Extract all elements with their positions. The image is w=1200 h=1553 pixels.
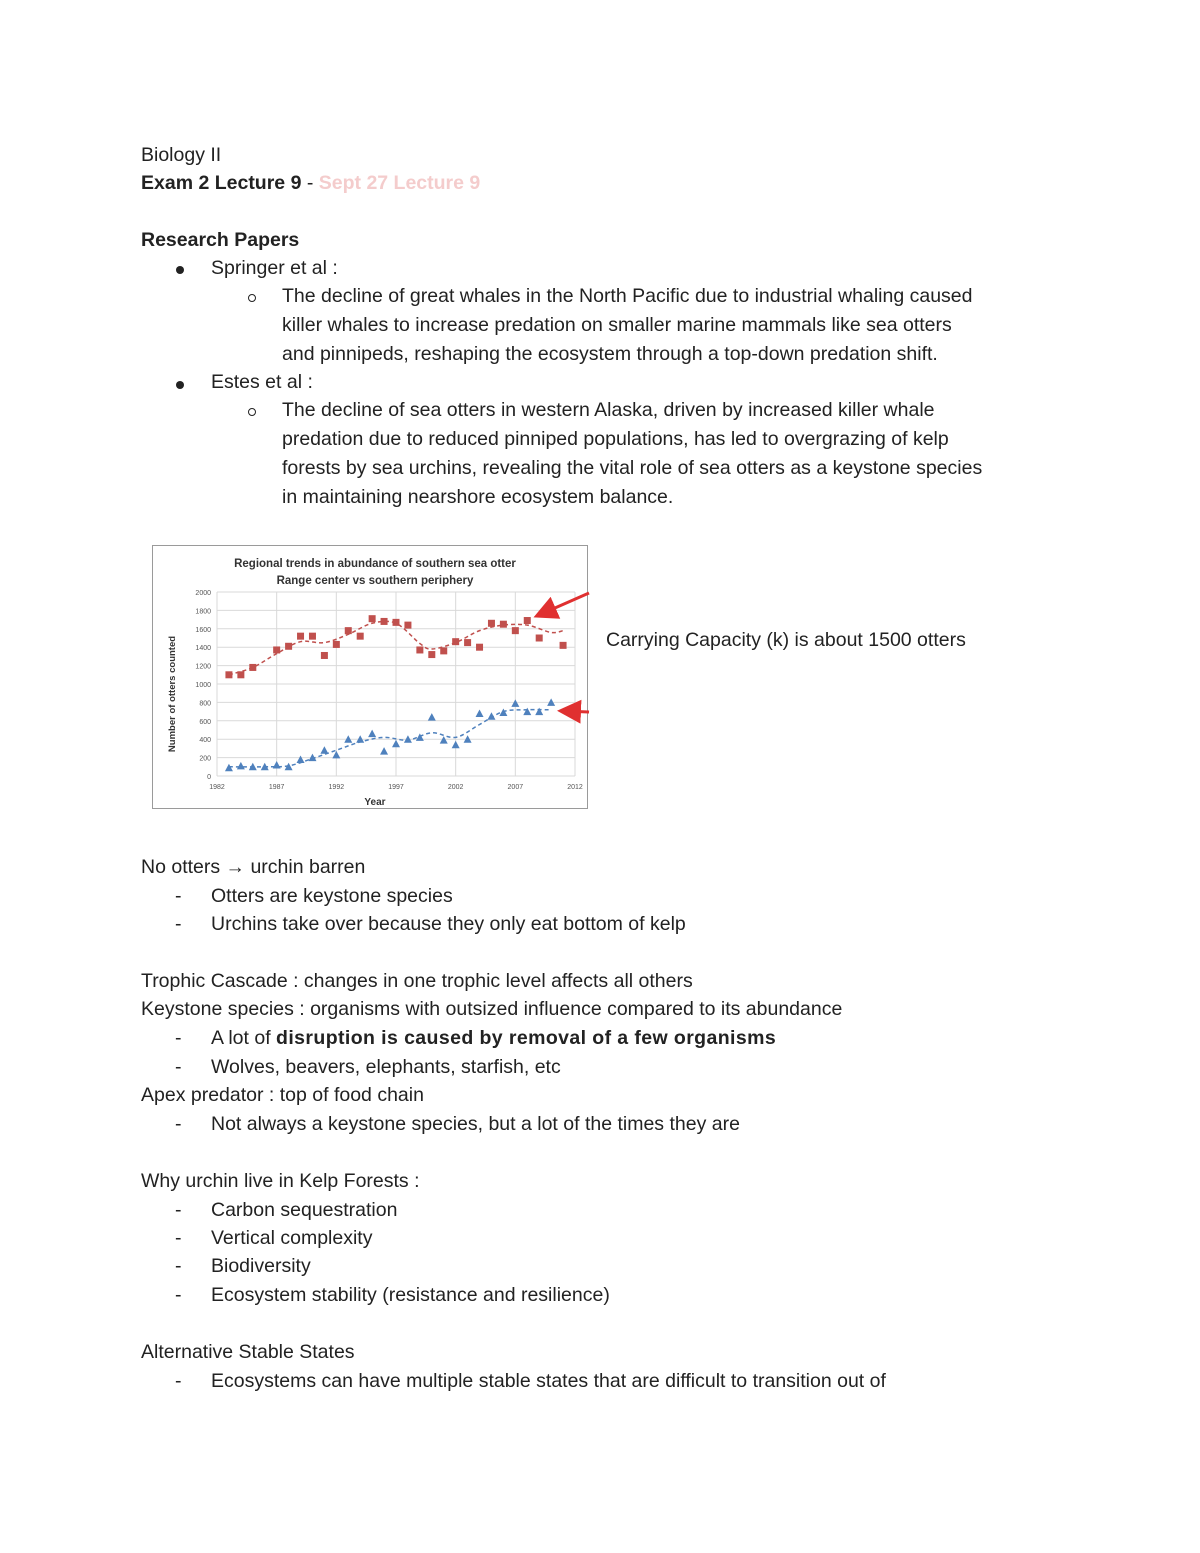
list-item: Carbon sequestration (211, 1199, 398, 1221)
chart-xlabel: Year (364, 797, 386, 808)
dash-marker: - (175, 1113, 182, 1135)
paper-summary-line: and pinnipeds, reshaping the ecosystem through a top-down predation shift. (282, 343, 938, 365)
x-tick-label: 2007 (507, 784, 524, 791)
apex-definition: Apex predator : top of food chain (141, 1084, 424, 1106)
y-tick-label: 1600 (195, 626, 211, 634)
lecture-header (141, 169, 480, 197)
exam-label: Exam 2 Lecture 9 (141, 172, 302, 194)
paper-author: Estes et al : (211, 371, 313, 393)
paper-summary-line: predation due to reduced pinniped populations, has led to overgrazing of kelp (282, 428, 949, 450)
otter-chart (152, 545, 588, 809)
list-item: Wolves, beavers, elephants, starfish, etc (211, 1056, 561, 1078)
urchin-heading: No otters → urchin barren (141, 856, 366, 878)
stable-states-heading: Alternative Stable States (141, 1341, 355, 1363)
paper-summary-line: The decline of great whales in the North Pacific due to industrial whaling caused (282, 285, 973, 307)
bullet-dot-icon (176, 266, 184, 274)
arrow-icon (539, 593, 589, 615)
list-item: Otters are keystone species (211, 885, 453, 907)
y-tick-label: 800 (199, 700, 211, 708)
x-tick-label: 1987 (268, 784, 285, 791)
bullet-dot-icon (176, 381, 184, 389)
y-tick-label: 1800 (195, 608, 211, 616)
y-tick-label: 1000 (195, 682, 211, 689)
dash-marker: - (175, 885, 182, 907)
list-item (211, 1024, 776, 1052)
bullet-ring-icon (248, 408, 256, 416)
list-item: Not always a keystone species, but a lot of the times they are (211, 1113, 740, 1135)
list-item: Urchins take over because they only eat bottom of kelp (211, 913, 686, 935)
list-item: Ecosystem stability (resistance and resilience) (211, 1284, 610, 1306)
x-tick-label: 1982 (209, 784, 225, 791)
dash-marker: - (175, 913, 182, 935)
chart-title: Regional trends in abundance of southern sea otter (234, 558, 516, 570)
x-tick-label: 2002 (447, 784, 464, 791)
dash-marker: - (175, 1056, 182, 1078)
chart-subtitle: Range center vs southern periphery (276, 575, 474, 587)
course-title: Biology II (141, 144, 222, 166)
keystone-item-emphasis: disruption is caused by removal of a few organisms (276, 1027, 777, 1049)
x-tick-label: 1997 (388, 784, 404, 791)
y-tick-label: 1400 (195, 645, 211, 653)
dash-marker: - (175, 1199, 182, 1221)
dash-marker: - (175, 1370, 182, 1392)
research-heading: Research Papers (141, 229, 300, 251)
header-separator: - (301, 172, 319, 194)
y-tick-label: 400 (199, 737, 211, 745)
keystone-item-prefix: A lot of (211, 1027, 277, 1049)
paper-author: Springer et al : (211, 257, 338, 279)
chart-ylabel: Number of otters counted (167, 635, 178, 753)
y-tick-label: 2000 (195, 590, 211, 597)
bullet-ring-icon (248, 294, 256, 302)
keystone-definition: Keystone species : organisms with outsized influence compared to its abundance (141, 998, 843, 1020)
paper-summary-line: forests by sea urchins, revealing the vital role of sea otters as a keystone species (282, 457, 983, 479)
x-tick-label: 2012 (567, 784, 583, 791)
list-item: Ecosystems can have multiple stable states that are difficult to transition out of (211, 1370, 886, 1392)
paper-summary-line: in maintaining nearshore ecosystem balance. (282, 486, 674, 508)
list-item: Vertical complexity (211, 1227, 373, 1249)
dash-marker: - (175, 1255, 182, 1277)
lecture-link[interactable]: Sept 27 Lecture 9 (318, 172, 481, 194)
kelp-heading: Why urchin live in Kelp Forests : (141, 1170, 420, 1192)
y-tick-label: 0 (207, 774, 211, 781)
paper-summary-line: killer whales to increase predation on smaller marine mammals like sea otters (282, 314, 952, 336)
trophic-definition: Trophic Cascade : changes in one trophic level affects all others (141, 970, 693, 992)
x-tick-label: 1992 (328, 784, 345, 791)
dash-marker: - (175, 1027, 182, 1049)
y-tick-label: 1200 (195, 663, 211, 671)
arrow-icon (563, 711, 589, 712)
y-tick-label: 200 (199, 755, 211, 763)
paper-summary-line: The decline of sea otters in western Alaska, driven by increased killer whale (282, 399, 935, 421)
dash-marker: - (175, 1227, 182, 1249)
list-item: Biodiversity (211, 1255, 311, 1277)
y-tick-label: 600 (199, 718, 211, 726)
dash-marker: - (175, 1284, 182, 1306)
annotation-arrows (153, 546, 587, 808)
carrying-capacity-note: Carrying Capacity (k) is about 1500 otters (606, 629, 966, 651)
